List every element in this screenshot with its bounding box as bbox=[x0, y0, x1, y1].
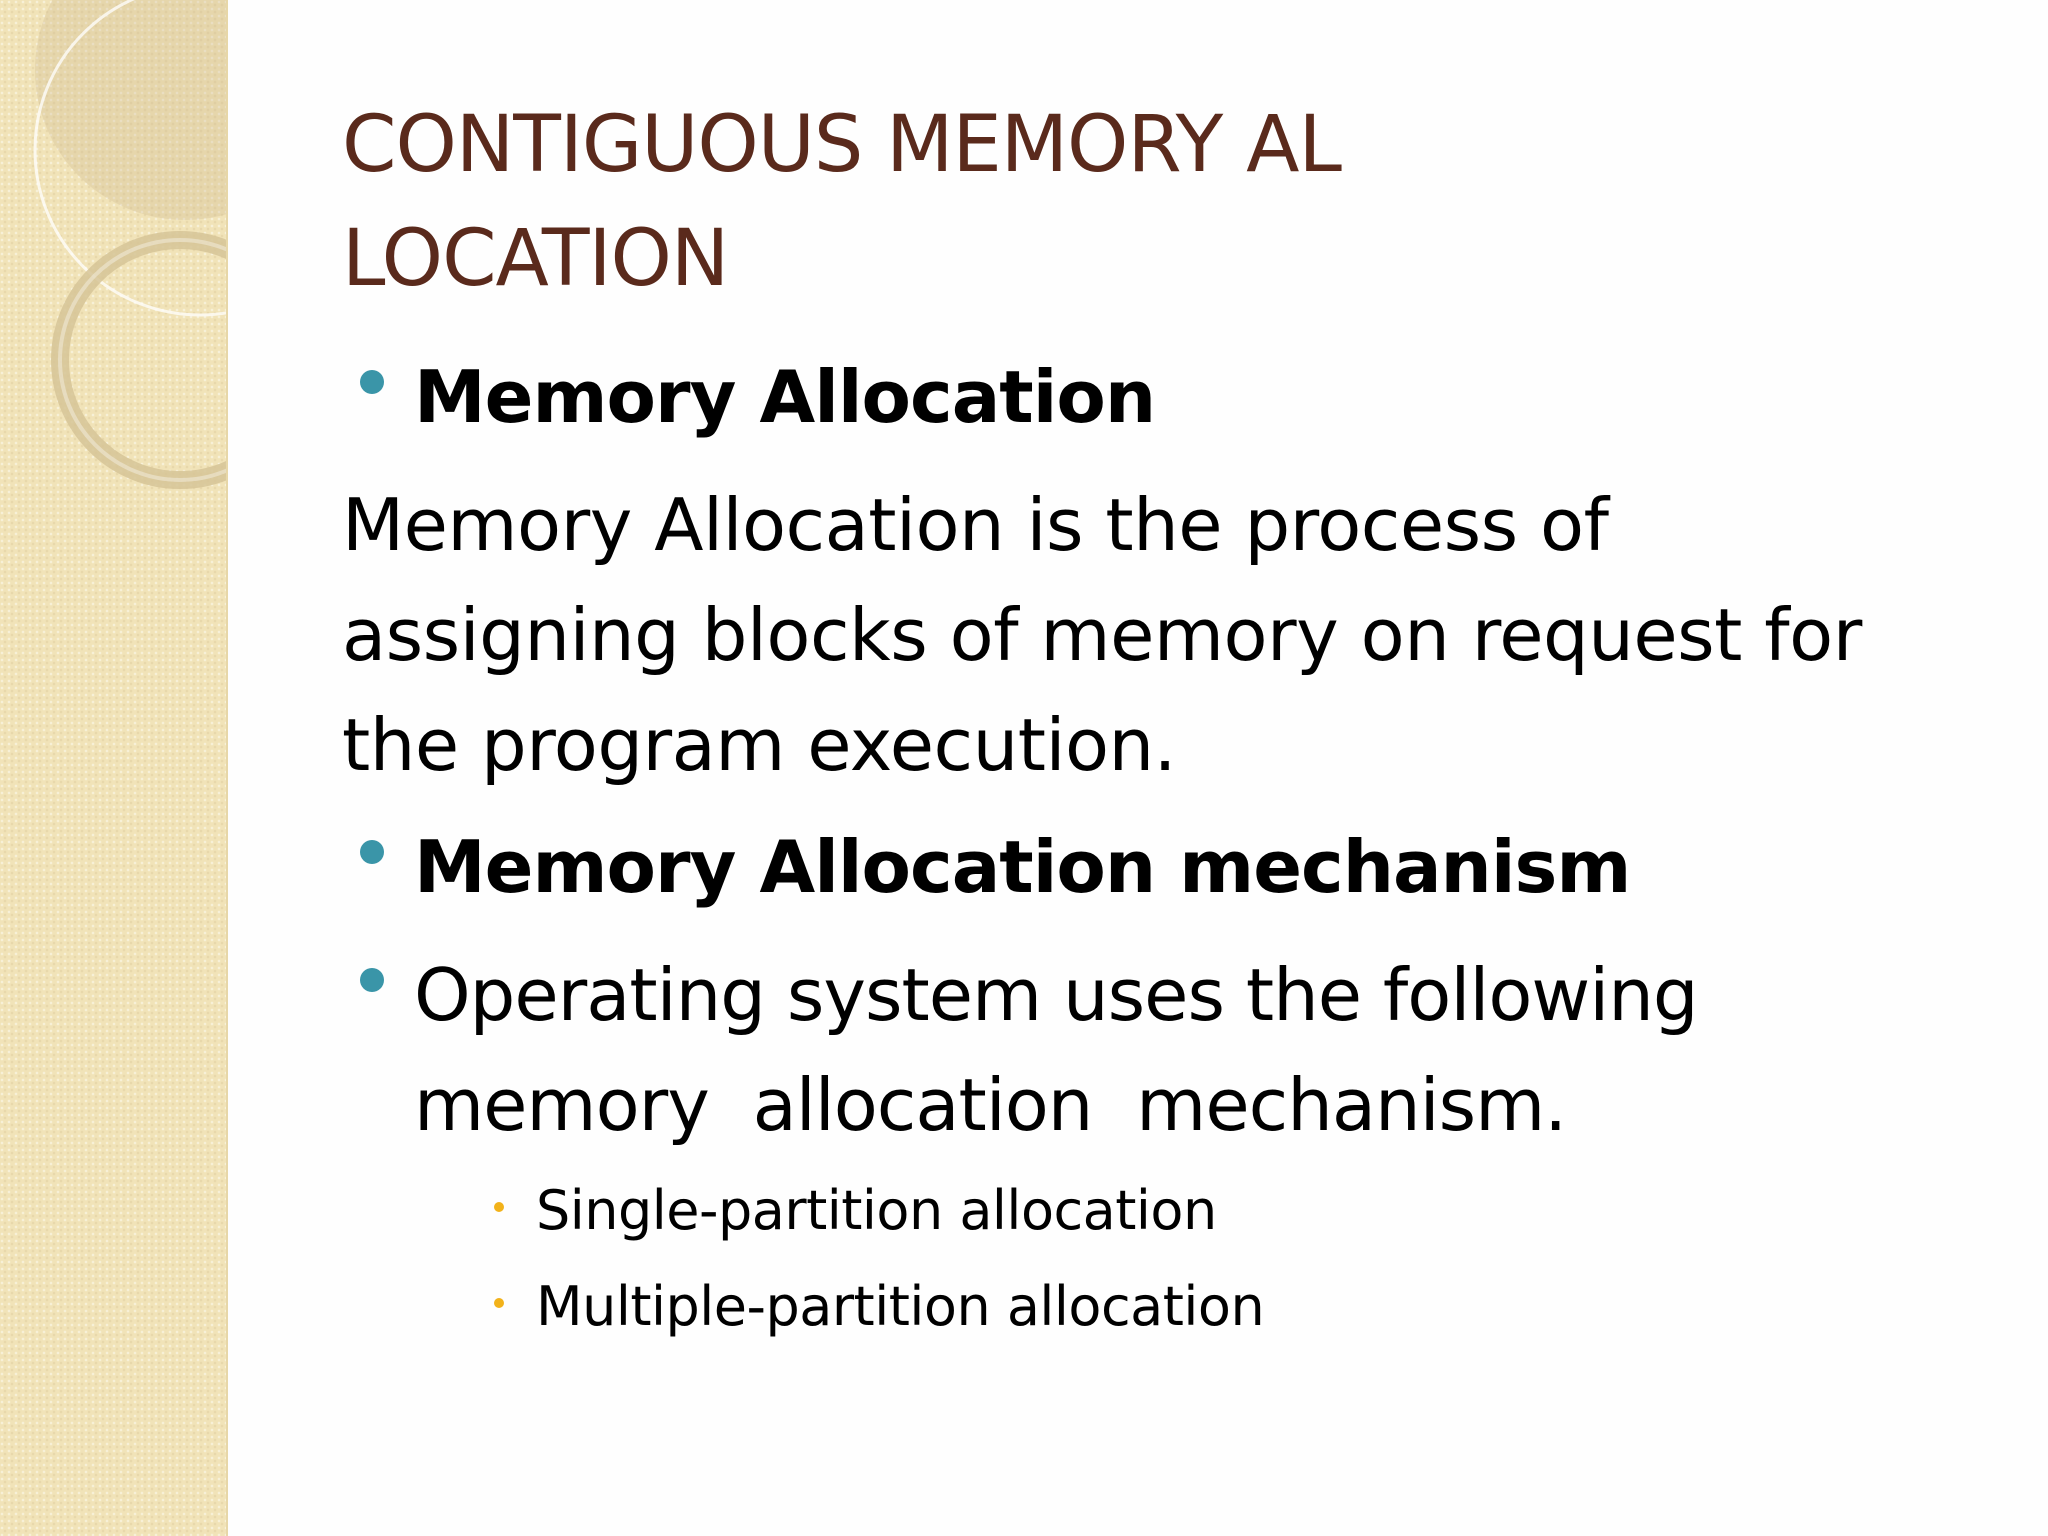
sub-bullet-dot-icon bbox=[494, 1202, 504, 1212]
title-line-1: CONTIGUOUS MEMORY AL bbox=[342, 100, 1341, 190]
paragraph-line-3: the program execution. bbox=[342, 703, 1177, 787]
sub-bullet-label: Single-partition allocation bbox=[536, 1179, 1217, 1242]
bullet-item-allocation-mechanism bbox=[360, 812, 1630, 922]
bullet-dot-icon bbox=[360, 840, 384, 864]
bullet-label bbox=[414, 940, 1698, 1160]
paragraph-line-1: Memory Allocation is the process of bbox=[342, 483, 1609, 567]
title-line-2: LOCATION bbox=[342, 214, 729, 304]
bullet-label: Memory Allocation bbox=[414, 355, 1156, 439]
side-strip-edge bbox=[226, 0, 228, 1536]
definition-paragraph bbox=[342, 470, 1962, 800]
bullet-label-line-2: memory allocation mechanism. bbox=[414, 1063, 1567, 1147]
bullet-item-operating-system bbox=[360, 940, 1698, 1160]
bullet-dot-icon bbox=[360, 968, 384, 992]
sub-bullet-label: Multiple-partition allocation bbox=[536, 1275, 1265, 1338]
sub-bullet-dot-icon bbox=[494, 1298, 504, 1308]
bullet-item-memory-allocation bbox=[360, 342, 1155, 452]
bullet-label: Memory Allocation mechanism bbox=[414, 825, 1631, 909]
bullet-dot-icon bbox=[360, 370, 384, 394]
sub-bullet-multiple-partition bbox=[494, 1272, 1264, 1342]
paragraph-line-2: assigning blocks of memory on request for bbox=[342, 593, 1862, 677]
bullet-label-line-1: Operating system uses the following bbox=[414, 953, 1698, 1037]
decorative-circles bbox=[0, 0, 228, 520]
slide-title bbox=[342, 88, 1942, 316]
decorative-side-strip bbox=[0, 0, 228, 1536]
sub-bullet-single-partition bbox=[494, 1176, 1217, 1246]
